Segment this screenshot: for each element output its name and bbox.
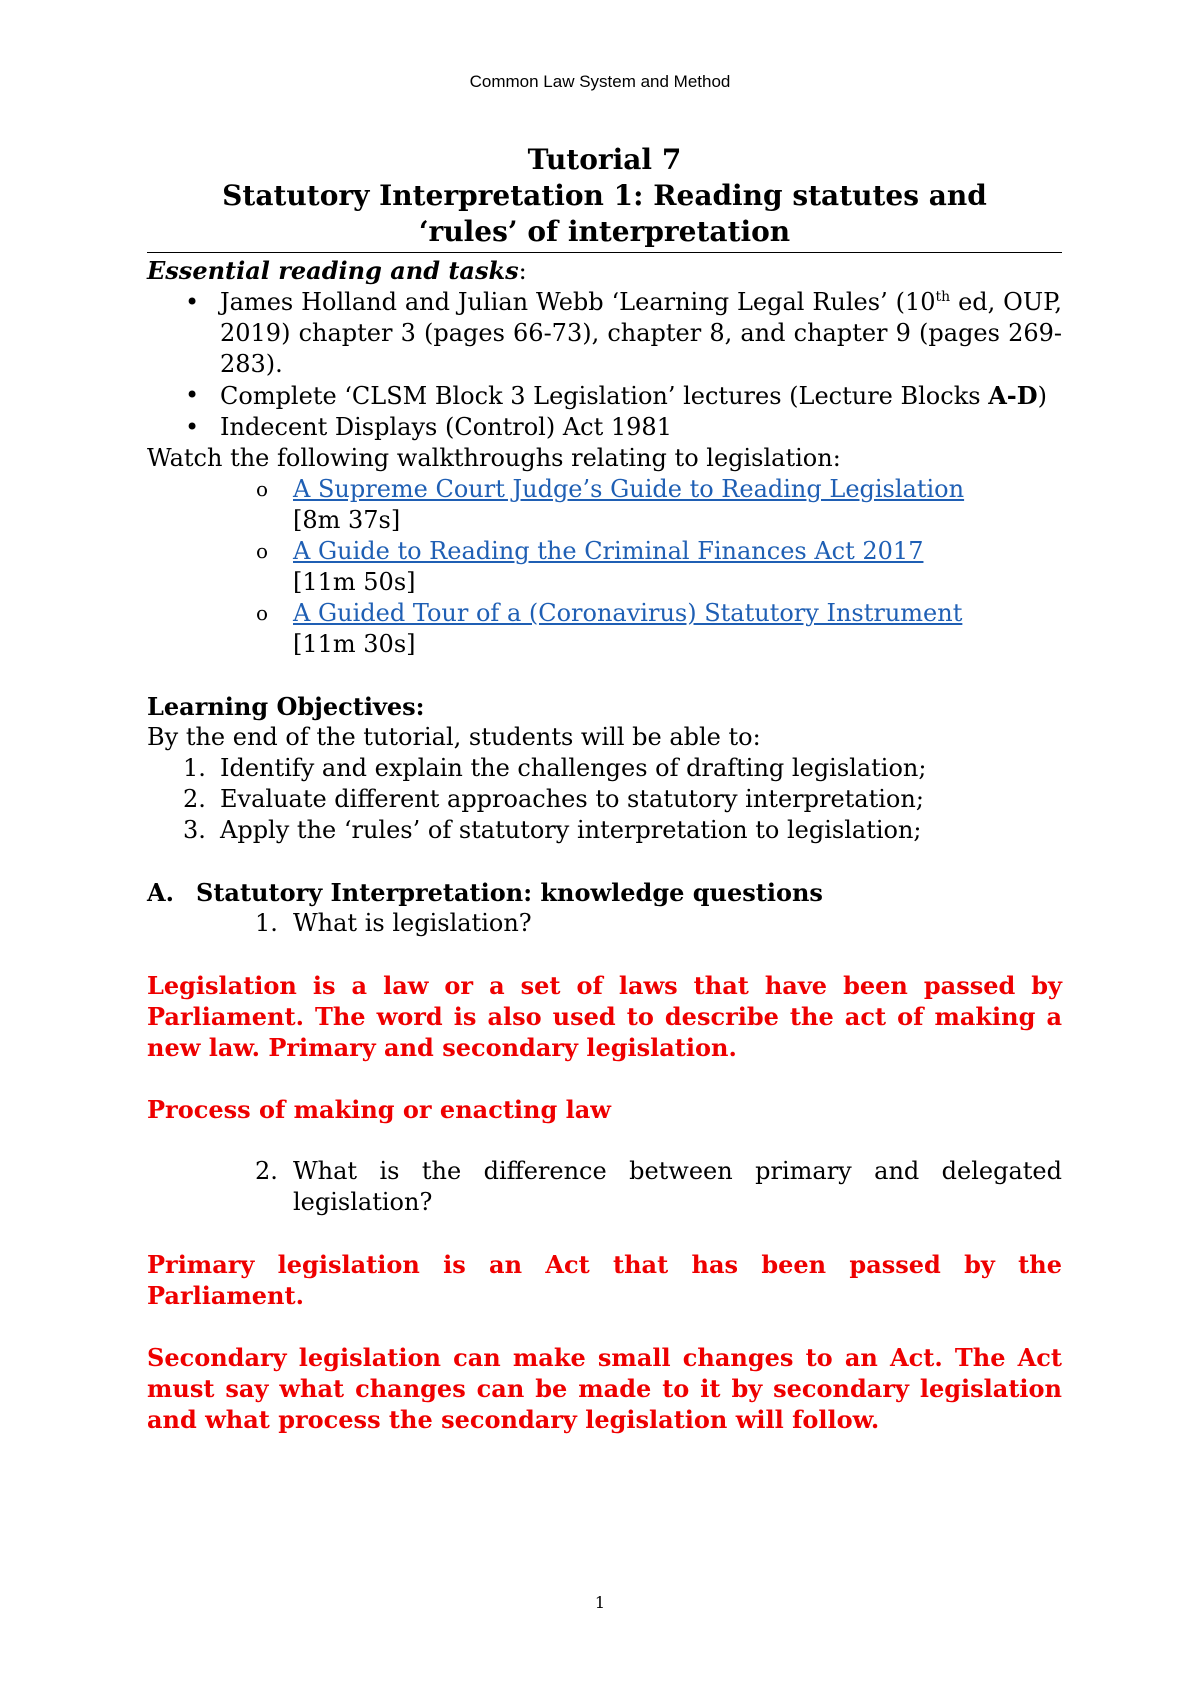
bullet-1-sup: th [935, 289, 951, 305]
walkthrough-link-3[interactable]: A Guided Tour of a (Coronavirus) Statutory Instrument [293, 599, 963, 627]
bullet-1-pre: James Holland and Julian Webb ‘Learning Legal Rules’ (10 [220, 288, 936, 316]
section-a-letter: A. [147, 878, 174, 907]
answer-2-secondary: Secondary legislation can make small changes to an Act. The Act must say what changes can be made to it by secondary legislation and what process the secondary legislation will follow. [147, 1343, 1062, 1434]
objective-number-3: 3. [183, 816, 206, 844]
spacer [147, 1218, 1062, 1249]
answer-2-primary: Primary legislation is an Act that has been passed by the Parliament. [147, 1250, 1062, 1310]
walkthrough-link-2[interactable]: A Guide to Reading the Criminal Finances Act 2017 [293, 537, 924, 565]
walkthroughs-intro: Watch the following walkthroughs relating to legislation: [147, 444, 841, 472]
essential-reading-heading [147, 255, 1062, 287]
spacer [147, 1311, 1062, 1342]
spacer [147, 660, 1062, 691]
circle-bullet-icon: o [256, 601, 269, 625]
objectives-intro: By the end of the tutorial, students will be able to: [147, 723, 761, 751]
tutorial-subtitle-line1: Statutory Interpretation 1: Reading statutes and [222, 179, 987, 212]
question-2-number: 2. [255, 1157, 278, 1185]
page-number: 1 [594, 1593, 606, 1612]
walkthrough-duration-2: [11m 50s] [293, 568, 416, 596]
document-body [147, 142, 1062, 1435]
objective-text-3: Apply the ‘rules’ of statutory interpretation to legislation; [220, 816, 922, 844]
circle-bullet-icon: o [256, 477, 269, 501]
spacer [147, 846, 1062, 877]
reading-bullet-3: • Indecent Displays (Control) Act 1981 [147, 412, 1062, 443]
bullet-2-post: ) [1037, 382, 1047, 410]
question-1-text: What is legislation? [293, 909, 532, 937]
question-2 [147, 1156, 1062, 1218]
objective-number-1: 1. [183, 754, 206, 782]
spacer [147, 939, 1062, 970]
bullet-2-pre: Complete ‘CLSM Block 3 Legislation’ lectures (Lecture Blocks [220, 382, 989, 410]
spacer [147, 1125, 1062, 1156]
question-1-number: 1. [255, 909, 278, 937]
section-a-title: Statutory Interpretation: knowledge questions [196, 878, 823, 907]
bullet-1-post: ed, OUP, 2019) chapter 3 (pages 66-73), chapter 8, and chapter 9 (pages 269-283). [220, 288, 1062, 378]
essential-heading-colon: : [518, 257, 527, 285]
answer-1: Legislation is a law or a set of laws that have been passed by Parliament. The word is also used to describe the act of making a new law. Primary and secondary legislation. [147, 971, 1062, 1062]
objective-item-3 [147, 815, 1062, 846]
page-header: Common Law System and Method [469, 72, 731, 91]
reading-bullet-1 [147, 287, 1062, 380]
walkthrough-item-3 [147, 598, 1062, 660]
circle-bullet-icon: o [256, 539, 269, 563]
question-1 [147, 908, 1062, 939]
essential-heading-text: Essential reading and tasks [147, 256, 519, 285]
walkthrough-item-1 [147, 474, 1062, 536]
objective-text-1: Identify and explain the challenges of drafting legislation; [220, 754, 927, 782]
spacer [147, 1063, 1062, 1094]
walkthrough-duration-3: [11m 30s] [293, 630, 416, 658]
objective-item-1 [147, 753, 1062, 784]
question-2-text: What is the difference between primary and delegated legislation? [293, 1157, 1062, 1216]
objectives-heading: Learning Objectives: [147, 692, 425, 721]
answer-1-note: Process of making or enacting law [147, 1095, 611, 1124]
walkthrough-duration-1: [8m 37s] [293, 506, 401, 534]
objective-number-2: 2. [183, 785, 206, 813]
objective-item-2 [147, 784, 1062, 815]
tutorial-subtitle-line2: ‘rules’ of interpretation [147, 214, 1062, 253]
walkthrough-item-2 [147, 536, 1062, 598]
walkthrough-link-1[interactable]: A Supreme Court Judge’s Guide to Reading Legislation [293, 475, 965, 503]
tutorial-title: Tutorial 7 [527, 143, 682, 176]
section-a-heading [147, 877, 1062, 908]
bullet-2-bold: A-D [988, 381, 1038, 410]
reading-bullet-2 [147, 380, 1062, 412]
objective-text-2: Evaluate different approaches to statutory interpretation; [220, 785, 924, 813]
